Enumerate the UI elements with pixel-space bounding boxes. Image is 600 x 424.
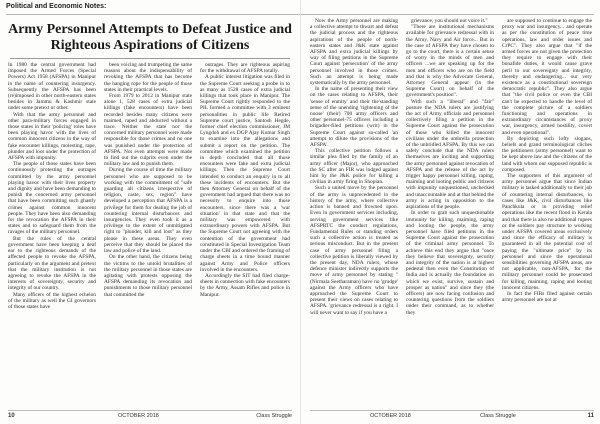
article-paragraph: Now the Army personnel are making a collective attempt to thwart and defeat the judicial process and the righteous aspirations of the people of north-eastern states and J&K state against AFSPA and extra judicial killings by way of filing petitions in the Supreme Court against 'persecution' of the army personnel involved in those crimes. Such an attempt is being made systematically by the army personnel. xyxy=(310,18,398,87)
left-footer-publication: Class Struggle xyxy=(256,413,292,419)
headline-rule xyxy=(10,58,290,59)
left-footer-date: OCTOBER 2018 xyxy=(118,413,159,419)
article-paragraph: been voicing and trumpeting the same reasons about the indispensability of revoking the AFSPA that has become the hanging rope for the people of those states in their practical levels. xyxy=(104,62,192,93)
article-paragraph: But the rules of the central government have been keeping a deaf ear to the righteous demands of the affected people to revoke the AFSPA, particularly on the argument and pretext that the military institution is not agreeing to revoke the AFSPA in the interests of sovereignty, security and integrity of our country. xyxy=(8,235,96,292)
left-page-column-1 xyxy=(8,62,96,408)
article-paragraph: In order to grab such unquestionable immunity for killing, maiming, raping and looting the people, the army personnel have filed petitions in the Supreme Court against the prosecution of the criminal army personnel. To achieve this end they argue that "once they believe that sovereignty, security and integrity of the nation is at highest pedestal then even the Constitution of India and is actually the foundation on which we exist, survive, sustain and prosper as nation" and since they (the officers) are now facing confusion and countering questions from the soldiers under their command, as to whether they xyxy=(406,210,494,316)
right-footer-publication: Class Struggle xyxy=(480,413,516,419)
article-paragraph: With that the army personnel and other para-military forces engaged in those states in their 'policing' roles have been playing havoc with the lives of common innocent citizens in the way of fake encounter killings, molesting, rape, plunder and loot under the protection of AFSPA with impunity. xyxy=(8,111,96,162)
article-paragraph: outrages. They are righteous aspiring for the withdrawal of AFSPA totally. xyxy=(200,62,290,75)
article-paragraph: "There are institutional mechanisms available for grievance redressal with in the Army, Navy and Air force... But in the case of AFSPA they have chosen to go to the court, there is a certain sense of worry in the minds of men and officers ...we are speaking up for the men and officers who are on the field and that is why the Advocate General, Attorney General appear (in the Supreme Court) on behalf of the government's position". xyxy=(406,24,494,99)
article-paragraph: grievance, you should not voice it." xyxy=(411,18,488,24)
article-paragraph: This collective petition follows a similar plea filed by the family of an army officer (Major), who approached the SC after an FIR was lodged against him by the J&K police for killing a civilian in army firing in Shopian. xyxy=(310,148,398,186)
article-paragraph: With such a "liberal" and "fair" posture the NDA rulers are justifying the act of Army officials and personnel collectively filing a petition in the Supreme Court against the prosecution of those who killed the innocent civilians under the umbrella protection of the unbridled AFSPA. By this we can safely conclude that the NDA rulers themselves are inciting and supporting the army personnel against revocation of AFSPA and the release of the act by trigger happy personnel killing, raping, maiming and looting public and citizens with impunity unquestioned, unchecked and unaccountable and at that behind the army is acting in opposition to the aspirations of the people. xyxy=(406,98,494,211)
article-paragraph: In fact the FIRs filed against certain army personnel are not at xyxy=(502,290,592,304)
left-page-column-2 xyxy=(104,62,192,408)
article-paragraph: The supporters of this argument of army personnel argue that since Indian military is tasked additionally to their job of countering internal disturbances, in cases like J&K, civil disturbances like Panchkula or in providing relief operations like the recent flood in Kerala and that there is also no additional rupees or the soldiers pay structure to working under AFSPA covered areas exclusively and since the efficacy of military is guaranteed in all the potential cost of paying the "ultimate price" by its personnel and since the operational sensibilities governing AFSPA areas, are not applicable, non-AFSPA, for the military personnel could be prosecuted for killing, maiming, raping and looting innocent citizens. xyxy=(502,173,592,291)
article-paragraph: Many officers of the highest echelon of the military as well the GI governors of those states have xyxy=(8,291,96,310)
article-paragraph: A public interest litigation was filed in the Supreme Court seeking a probe in to as many as 1528 cases of extra judicial killings that took place in Manipur. The Supreme Court rightly responded to the PIL formed a committee with 3 eminent personalities in public life Retired Supreme court justice, Santosh Hegde, former chief election commissioner, JM Lyngdoh and ex DGP Ajay Kumar Singh to examine into the allegations and submit a report on the petition. The committee which examined the petition in depth concluded that all those encounters were fake and extra judicial killings. Then the Supreme Court intended to conduct an enquiry in to all these incidents of encounters. But the then Attorney General on behalf of the government had argued that there was no necessity to enquire into those encounters, since there was a 'war situation' in that state and that the military was empowered with extraordinary powers with AFSPA. But the Supreme Court not agreeing with the contention of the government had constituted in Special Investigation Team under the CBI and ordered the framing of charge sheets in a time bound manner against Army and Police officers involved in the encounters. xyxy=(200,74,290,273)
article-paragraph: On the other hand, the citizens being the victims to the untold brutalities of the military personnel in those states are agitating with protests opposing the AFSPA demanding its revocation and punishments to those military personnel that committed the xyxy=(104,254,192,298)
article-paragraph: Accordingly the SIT had filed charge-sheets in connection with fake encounters by the Army, Assam Rifles and police in Manipur. xyxy=(200,272,290,298)
right-page-column-3 xyxy=(502,18,592,408)
right-footer xyxy=(310,411,594,421)
article-paragraph: From 1979 to 2012 in Manipur state alone 1, 528 cases of extra judicial killings (fake encounters) have been recorded besides many citizens were maimed, raped and abducted without a trace. Neither the state nor the concerned military personnel were made responsible for those crimes and no one was punished under the protection of AFSPA. Not even attempts were made to find out the culprits even under the military law and to punish them. xyxy=(104,93,192,168)
section-title: Political and Economic Notes: xyxy=(6,0,594,15)
article-paragraph: are supposed to continue to engage the proxy war and insurgency... and operate as per the constitution of peace time operations, law and order issues and CrPC". They also argue that "if the armed forces are not given the protection they require to engage with their bonafide duties, it would cause grave peril to our sovereignty and integrity, thereby and endangering... our very existence as a constitutional sovereign democratic republic". They also argue that "the civil police or even the CBI can't be expected to handle the level of the complete picture of a soldiers functioning and operations in extraordinary circumstances of proxy war, insurgency, armed hostility, covert and even operational". xyxy=(502,18,592,136)
article-paragraph: In 1980 the central government had imposed the Armed Forces (Special Powers) Act 1958 (AFSPA) in Manipur in the name of countering insurgency. Subsequently the AFSPA has been (re)imposed in other north-eastern states besides in Jammu & Kashmir state under some pretext or other. xyxy=(8,62,96,112)
right-page-column-1 xyxy=(310,18,398,408)
article-paragraph: By depicting such lofty slogans, beliefs and grand terminological cliches the petitioners (army personnel) want to be kept above law and the citizens of the land with whom our supposed republic is composed. xyxy=(502,135,592,173)
right-footer-date: OCTOBER 2018 xyxy=(370,413,411,419)
article-headline: Army Personnel Attempts to Defeat Justice and Righteous Aspirations of Citizens xyxy=(8,22,292,53)
page-gutter xyxy=(300,0,301,424)
left-footer xyxy=(8,411,292,421)
article-paragraph: Such a united move by the personnel of the army is unprecedented in the history of the army, where collective action is banned and frowned upon. Even in government services including, serving government services like AFSPRTC the conduct regulations, Fundamental Rules or standing orders such a collective action is treated as serious misconduct. But in the present case of army personnel filing a collective petition is liberally viewed by the present day, NDA rulers, whose defence minister indirectly supports the move of army personnel by stating "(Nirmala Seetharaman) have no 'grudge' against the Army officers who have approached the Supreme Court to present their views on cases relating to AFSPA. 'grievance redressal is a right. I will never want to say if you have a xyxy=(310,185,398,316)
right-page-column-2 xyxy=(406,18,494,408)
left-page-column-3 xyxy=(200,62,290,408)
right-page-number: 11 xyxy=(587,413,594,419)
article-paragraph: The people of those states have been continuously protesting the outrages committed by the army personnel playing havoc with their lives property and dignity and have been demanding to punish the concerned army personnel that have been committing such ghastly crimes against common innocent people. They have been also demanding for the revocation the AFSPA in their states and to safeguard them from the ravages of the military personnel. xyxy=(8,161,96,236)
article-paragraph: In the name of presenting their view on the cases relating to AFSPA, their 'sense of enmity' and their the'standing sense of the unending 'tightening of the noose' (their) 700 army officers and other personnel-75 officers including a brigadier-filed petitions (writ) in the Supreme Court against so-called 'an attempt to dilute the provisions of the AFSPA'. xyxy=(310,86,398,149)
left-page-number: 10 xyxy=(8,413,15,419)
article-paragraph: During the course of time the military personnel who are supposed to be working with the commitment of "safe guarding all citizens irrespective of religion, caste, sex, region" have developed a perception that AFSPA is a privilege for them for dealing the job of countering internal disturbances and insurgencies. They even took it as a privilege to the extent of unmitigated right to "plunder, kill and loot" as they please in these areas. They even perceive that they should be placed the law and police of the land. xyxy=(104,167,192,255)
